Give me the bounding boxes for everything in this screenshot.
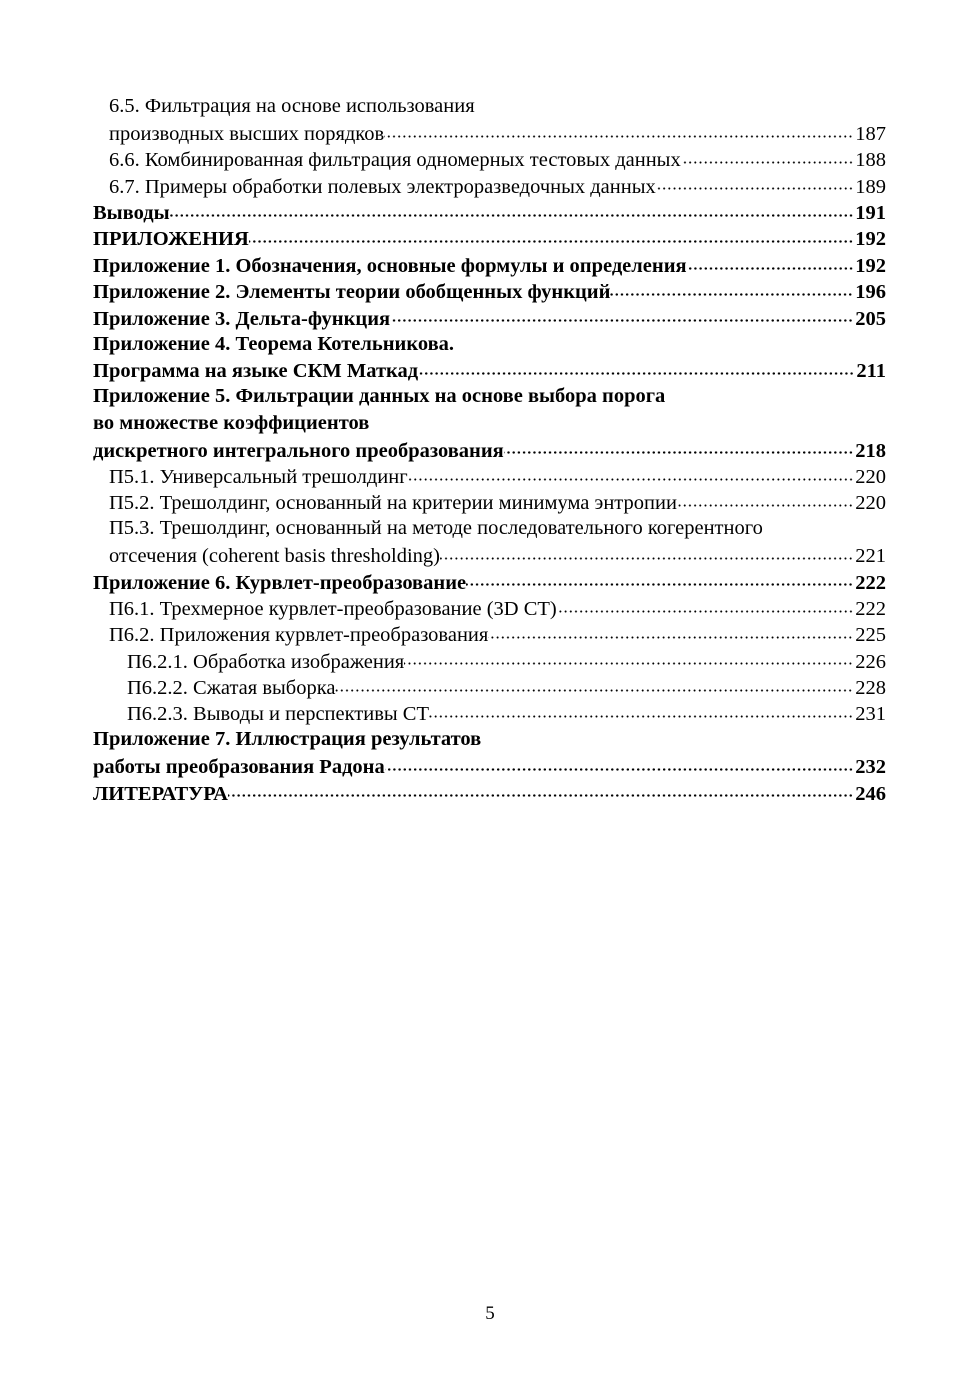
toc-page-number: 228	[855, 677, 886, 700]
toc-entry-line	[93, 251, 886, 277]
dot-leader	[677, 489, 853, 510]
toc-entry-title: Программа на языке СКМ Маткад	[93, 360, 419, 383]
toc-entry-title: работы преобразования Радона	[93, 756, 385, 779]
toc-page-number: 225	[855, 624, 886, 647]
toc-entry-line	[93, 779, 886, 805]
dot-leader	[504, 436, 853, 457]
toc-entry-line	[93, 515, 886, 541]
toc-entry-title: П6.2.1. Обработка изображения	[127, 650, 405, 673]
toc-entry-title: П6.2.3. Выводы и перспективы CT	[127, 703, 430, 726]
toc-page-number: 188	[855, 149, 886, 172]
toc-page-number: 220	[855, 492, 886, 515]
dot-leader	[404, 647, 853, 668]
toc-entry-line	[93, 489, 886, 515]
toc-entry-line	[93, 621, 886, 647]
dot-leader	[681, 146, 854, 167]
toc-page-number: 187	[855, 122, 886, 145]
dot-leader	[488, 621, 853, 642]
dot-leader	[335, 674, 853, 695]
toc-entry-line	[93, 199, 886, 225]
toc-page-number: 211	[856, 360, 886, 383]
toc-entry-line	[93, 700, 886, 726]
dot-leader	[385, 753, 854, 774]
toc-entry-line	[93, 594, 886, 620]
toc-page-number: 246	[855, 782, 886, 805]
toc-entry-title: Выводы	[93, 202, 170, 225]
toc-entry-title: Приложение 3. Дельта-функция	[93, 307, 391, 330]
toc-entry-title: П5.3. Трешолдинг, основанный на методе последовательного когерентного	[109, 517, 763, 540]
toc-entry-title: П6.2. Приложения курвлет-преобразования	[109, 624, 489, 647]
toc-page-number: 222	[855, 597, 886, 620]
toc-entry-title: отсечения (coherent basis thresholding)	[109, 545, 440, 568]
dot-leader	[384, 119, 853, 140]
toc-entry-title: ЛИТЕРАТУРА	[93, 782, 228, 805]
toc-entry-title: 6.5. Фильтрация на основе использования	[109, 95, 475, 117]
toc-entry-title: Приложение 1. Обозначения, основные формулы и определения	[93, 254, 687, 277]
toc-page-number: 196	[855, 281, 886, 304]
toc-entry-line	[93, 542, 886, 568]
toc-entry-line	[93, 383, 886, 409]
toc-entry-line	[93, 462, 886, 488]
toc-page-number: 226	[855, 650, 886, 673]
dot-leader	[440, 542, 853, 563]
toc-entry-line	[93, 225, 886, 251]
toc-entry-line	[93, 436, 886, 462]
toc-entry-title: Приложение 6. Курвлет-преобразование	[93, 571, 467, 594]
dot-leader	[429, 700, 853, 721]
dot-leader	[557, 594, 854, 615]
dot-leader	[170, 199, 854, 220]
toc-page-number: 189	[855, 175, 886, 198]
toc-entry-title: П6.1. Трехмерное курвлет-преобразование (3D CT)	[109, 597, 557, 620]
dot-leader	[466, 568, 853, 589]
toc-entry-line	[93, 753, 886, 779]
toc-entry-line	[93, 331, 886, 357]
toc-page-number: 192	[855, 228, 886, 251]
dot-leader	[418, 357, 854, 378]
toc-page-number: 192	[855, 254, 886, 277]
toc-entry-title: производных высших порядков	[109, 122, 385, 145]
toc-page-number: 205	[855, 307, 886, 330]
toc-entry-title: П6.2.2. Сжатая выборка	[127, 677, 336, 700]
toc-entry-title: Приложение 2. Элементы теории обобщенных функций	[93, 281, 611, 304]
dot-leader	[390, 304, 853, 325]
toc-page-number: 222	[855, 571, 886, 594]
toc-entry-line	[93, 146, 886, 172]
toc-entry-title: 6.6. Комбинированная фильтрация одномерных тестовых данных	[109, 149, 681, 172]
toc-entry-title: ПРИЛОЖЕНИЯ	[93, 228, 249, 251]
toc-entry-line	[93, 172, 886, 198]
toc-entry-title: 6.7. Примеры обработки полевых электроразведочных данных	[109, 175, 656, 198]
dot-leader	[249, 225, 853, 246]
dot-leader	[610, 278, 853, 299]
toc-entry-title: дискретного интегрального преобразования	[93, 439, 504, 462]
page-number: 5	[485, 1303, 495, 1324]
toc-entry-title: Приложение 7. Иллюстрация результатов	[93, 728, 482, 751]
toc-entry-line	[93, 93, 886, 119]
toc-entry-line	[93, 674, 886, 700]
toc-entry-line	[93, 726, 886, 752]
toc-page-number: 232	[855, 756, 886, 779]
toc-page-number: 191	[855, 202, 886, 225]
table-of-contents	[93, 93, 886, 806]
toc-entry-title: Приложение 5. Фильтрации данных на основе выбора порога	[93, 385, 666, 408]
toc-entry-line	[93, 647, 886, 673]
toc-entry-line	[93, 410, 886, 436]
toc-entry-line	[93, 357, 886, 383]
toc-entry-line	[93, 119, 886, 145]
toc-entry-line	[93, 278, 886, 304]
dot-leader	[408, 462, 854, 483]
toc-page-number: 220	[855, 465, 886, 488]
dot-leader	[687, 251, 854, 272]
toc-entry-title: во множестве коэффициентов	[93, 411, 370, 434]
toc-entry-title: Приложение 4. Теорема Котельникова.	[93, 332, 455, 355]
dot-leader	[228, 779, 853, 800]
toc-entry-line	[93, 568, 886, 594]
toc-entry-line	[93, 304, 886, 330]
toc-page-number: 221	[855, 545, 886, 568]
dot-leader	[656, 172, 854, 193]
toc-entry-title: П5.1. Универсальный трешолдинг	[109, 465, 408, 488]
toc-entry-title: П5.2. Трешолдинг, основанный на критерии минимума энтропии	[109, 492, 677, 515]
toc-page-number: 231	[855, 703, 886, 726]
toc-page-number: 218	[855, 439, 886, 462]
